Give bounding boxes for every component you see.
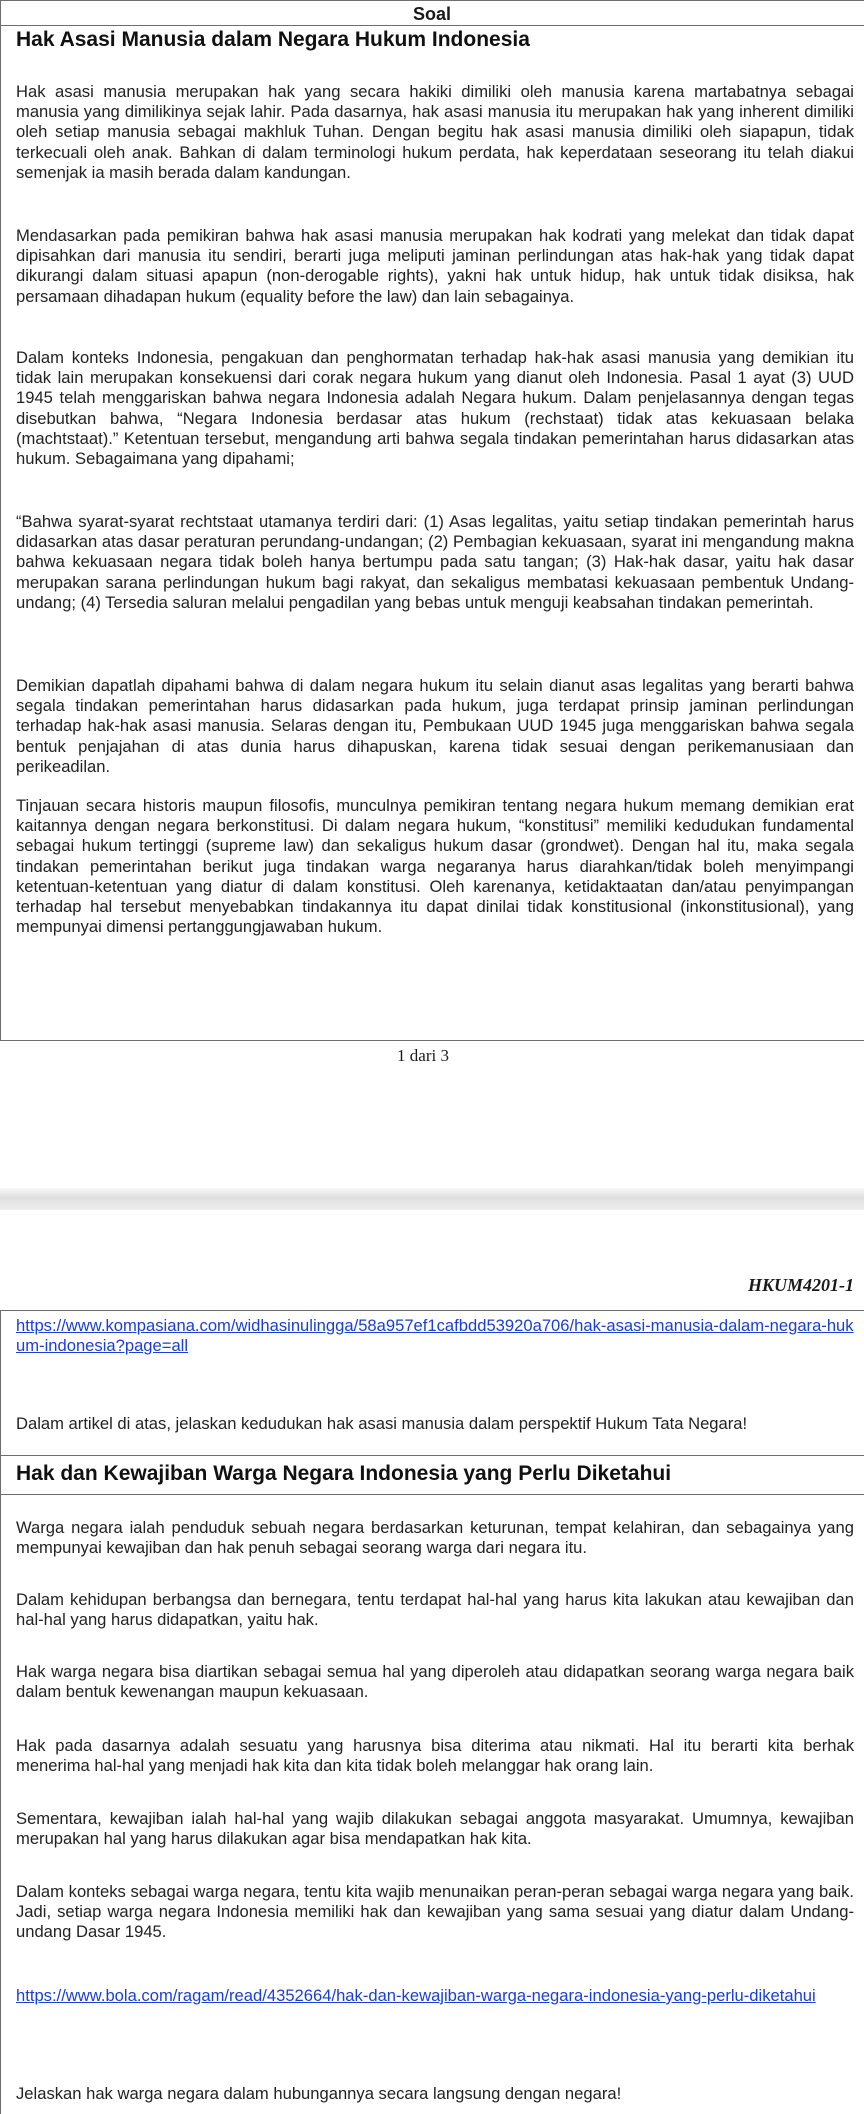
paragraph-2-2: Dalam kehidupan berbangsa dan bernegara, tentu terdapat hal-hal yang harus kita lakukan atau kewajiban dan hal-hal yang harus didapatkan, yaitu hak. — [16, 1590, 854, 1630]
paragraph-2-1: Warga negara ialah penduduk sebuah negara berdasarkan keturunan, tempat kelahiran, dan sebagainya yang mempunyai kewajiban dan hak penuh sebagai seorang warga dari negara itu. — [16, 1518, 854, 1558]
paragraph-2-6: Dalam konteks sebagai warga negara, tentu kita wajib menunaikan peran-peran sebagai warga negara yang baik. Jadi, setiap warga negara Indonesia memiliki hak dan kewajiban yang sama sesuai yang diatur dalam Undang-undang Dasar 1945. — [16, 1882, 854, 1942]
paragraph-5: Demikian dapatlah dipahami bahwa di dalam negara hukum itu selain dianut asas legalitas yang berarti bahwa segala tindakan pemerintahan harus didasarkan pada hukum, juga terdapat prinsip jaminan perlindungan terhadap hak-hak asasi manusia. Selaras dengan itu, Pembukaan UUD 1945 juga menggariskan bahwa segala bentuk penjajahan di atas dunia harus dihapuskan, karena tidak sesuai dengan perikemanusiaan dan perikeadilan. — [16, 676, 854, 776]
question-1: Dalam artikel di atas, jelaskan kedudukan hak asasi manusia dalam perspektif Hukum Tata Negara! — [16, 1414, 748, 1433]
paragraph-2-3: Hak warga negara bisa diartikan sebagai semua hal yang diperoleh atau didapatkan seorang warga negara baik dalam bentuk kewenangan maupun kekuasaan. — [16, 1662, 854, 1702]
source-link-2[interactable]: https://www.bola.com/ragam/read/4352664/hak-dan-kewajiban-warga-negara-indonesia-yang-perlu-diketahui — [16, 1986, 816, 2005]
paragraph-2-4: Hak pada dasarnya adalah sesuatu yang harusnya bisa diterima atau nikmati. Hal itu berarti kita berhak menerima hal-hal yang menjadi hak kita dan kita tidak boleh melanggar hak orang lain. — [16, 1736, 854, 1776]
article-title-1: Hak Asasi Manusia dalam Negara Hukum Indonesia — [16, 28, 530, 51]
paragraph-4: “Bahwa syarat-syarat rechtstaat utamanya terdiri dari: (1) Asas legalitas, yaitu setiap tindakan pemerintah harus didasarkan atas dasar peraturan perundang-undangan; (2) Pembagian kekuasaan, syarat ini mengandung makna bahwa kekuasaan negara tidak boleh hanya bertumpu pada satu tangan; (3) Hak-hak dasar, yaitu hak dasar merupakan sarana perlindungan hukum bagi rakyat, dan sekaligus membatasi kekuasaan pembentuk Undang-undang; (4) Tersedia saluran melalui pengadilan yang bebas untuk menguji keabsahan tindakan pemerintah. — [16, 512, 854, 612]
question-2: Jelaskan hak warga negara dalam hubungannya secara langsung dengan negara! — [16, 2084, 622, 2103]
source-link-1[interactable]: https://www.kompasiana.com/widhasinulingga/58a957ef1cafbdd53920a706/hak-asasi-manusia-dalam-negara-hukum-indonesia?page=all — [16, 1316, 854, 1355]
page-number: 1 dari 3 — [397, 1046, 449, 1065]
soal-header: Soal — [412, 4, 451, 24]
course-code: HKUM4201-1 — [747, 1275, 854, 1295]
paragraph-2: Mendasarkan pada pemikiran bahwa hak asasi manusia merupakan hak kodrati yang melekat dan tidak dapat dipisahkan dari manusia itu sendiri, berarti juga meliputi jaminan perlindungan atas hak-hak yang tidak dapat dikurangi dalam situasi apapun (non-derogable rights), yakni hak untuk hidup, hak untuk tidak disiksa, hak persamaan dihadapan hukum (equality before the law) dan lain sebagainya. — [16, 226, 854, 306]
paragraph-2-5: Sementara, kewajiban ialah hal-hal yang wajib dilakukan sebagai anggota masyarakat. Umumnya, kewajiban merupakan hal yang harus dilakukan agar bisa mendapatkan hak kita. — [16, 1809, 854, 1849]
paragraph-6: Tinjauan secara historis maupun filosofis, munculnya pemikiran tentang negara hukum memang demikian erat kaitannya dengan negara berkonstitusi. Di dalam negara hukum, “konstitusi” memiliki kedudukan fundamental sebagai hukum tertinggi (supreme law) dan sekaligus hukum dasar (grondwet). Dengan hal itu, maka segala tindakan pemerintahan berikut juga tindakan warga negaranya harus diarahkan/tidak boleh menyimpangi ketentuan-ketentuan yang diatur di dalam konstitusi. Oleh karenanya, ketidaktaatan dan/atau penyimpangan terhadap hal tersebut menyebabkan tindakannya itu dapat dinilai tidak konstitusional (inkonstitusional), yang mempunyai dimensi pertanggungjawaban hukum. — [16, 796, 854, 937]
paragraph-3: Dalam konteks Indonesia, pengakuan dan penghormatan terhadap hak-hak asasi manusia yang demikian itu tidak lain merupakan konsekuensi dari corak negara hukum yang dianut oleh Indonesia. Pasal 1 ayat (3) UUD 1945 telah menggariskan bahwa negara Indonesia adalah Negara hukum. Dalam penjelasannya dengan tegas disebutkan bahwa, “Negara Indonesia berdasar atas hukum (rechstaat) tidak atas kekuasaan belaka (machtstaat).” Ketentuan tersebut, mengandung arti bahwa segala tindakan pemerintahan harus didasarkan atas hukum. Sebagaimana yang dipahami; — [16, 348, 854, 469]
article-title-2: Hak dan Kewajiban Warga Negara Indonesia yang Perlu Diketahui — [16, 1462, 672, 1485]
paragraph-1: Hak asasi manusia merupakan hak yang secara hakiki dimiliki oleh manusia karena martabatnya sebagai manusia yang dimilikinya sejak lahir. Pada dasarnya, hak asasi manusia itu merupakan hak yang inherent dimiliki oleh setiap manusia sebagai makhluk Tuhan. Dengan begitu hak asasi manusia dimiliki oleh siapapun, tidak terkecuali oleh anak. Bahkan di dalam terminologi hukum perdata, hak keperdataan seseorang itu telah diakui semenjak ia masih berada dalam kandungan. — [16, 82, 854, 182]
page-divider — [0, 1188, 864, 1210]
